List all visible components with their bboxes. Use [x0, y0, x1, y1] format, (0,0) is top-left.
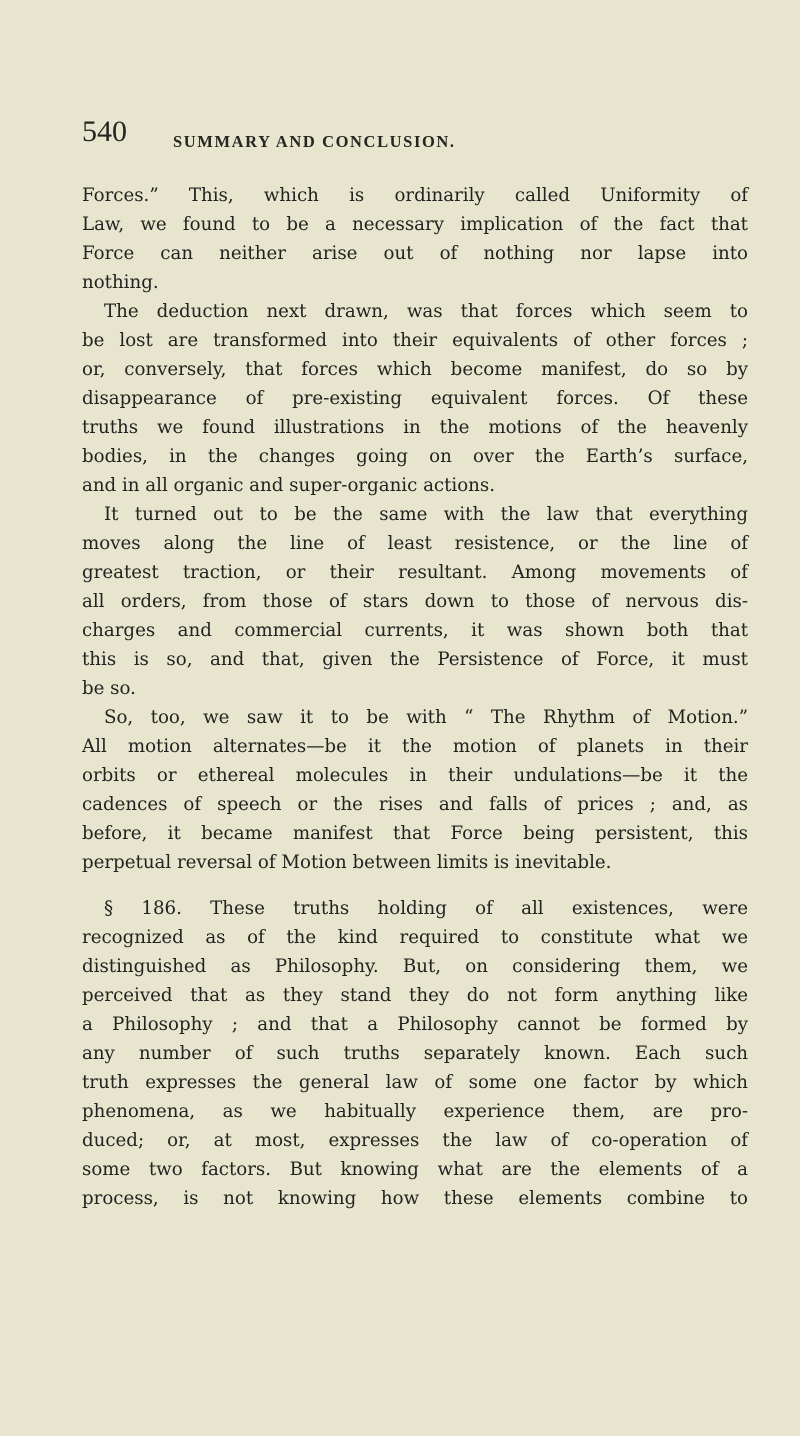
- text-line: some two factors. But knowing what are the elements of a: [82, 1159, 748, 1180]
- paragraph-5-section-186: [82, 894, 748, 1213]
- text-line: phenomena, as we habitually experience them, are pro-: [82, 1101, 748, 1122]
- text-line: process, is not knowing how these elements combine to: [82, 1188, 748, 1209]
- paragraph-3: [82, 500, 748, 703]
- section-gap: [82, 877, 748, 894]
- paragraph-1: [82, 181, 748, 297]
- text-line: perpetual reversal of Motion between limits is inevitable.: [82, 852, 612, 873]
- text-line: all orders, from those of stars down to those of nervous dis-: [82, 591, 748, 612]
- text-line: greatest traction, or their resultant. Among movements of: [82, 562, 748, 583]
- text-line: be so.: [82, 678, 136, 699]
- text-line: The deduction next drawn, was that forces which seem to: [104, 301, 748, 322]
- text-line: It turned out to be the same with the law that everything: [104, 504, 748, 525]
- text-line: So, too, we saw it to be with “ The Rhythm of Motion.”: [104, 707, 748, 728]
- text-line: Law, we found to be a necessary implication of the fact that: [82, 214, 748, 235]
- text-line: recognized as of the kind required to constitute what we: [82, 927, 748, 948]
- text-line: and in all organic and super-organic actions.: [82, 475, 496, 496]
- text-line: truth expresses the general law of some one factor by which: [82, 1072, 748, 1093]
- text-line: duced; or, at most, expresses the law of co-operation of: [82, 1130, 748, 1151]
- text-line: Force can neither arise out of nothing nor lapse into: [82, 243, 748, 264]
- text-line: be lost are transformed into their equivalents of other forces ;: [82, 330, 748, 351]
- text-line: perceived that as they stand they do not form anything like: [82, 985, 748, 1006]
- paragraph-4: [82, 703, 748, 877]
- text-line: or, conversely, that forces which become manifest, do so by: [82, 359, 748, 380]
- text-line: moves along the line of least resistence, or the line of: [82, 533, 748, 554]
- paragraph-2: [82, 297, 748, 500]
- text-line: All motion alternates—be it the motion of planets in their: [82, 736, 748, 757]
- text-line: distinguished as Philosophy. But, on considering them, we: [82, 956, 748, 977]
- text-line: charges and commercial currents, it was shown both that: [82, 620, 748, 641]
- text-line: any number of such truths separately known. Each such: [82, 1043, 748, 1064]
- running-head: SUMMARY AND CONCLUSION.: [173, 132, 456, 151]
- body-text: [82, 181, 748, 1213]
- page-number: 540: [82, 115, 127, 148]
- text-line: a Philosophy ; and that a Philosophy cannot be formed by: [82, 1014, 748, 1035]
- text-line: bodies, in the changes going on over the Earth’s surface,: [82, 446, 748, 467]
- text-line: nothing.: [82, 272, 159, 293]
- text-line: truths we found illustrations in the motions of the heavenly: [82, 417, 748, 438]
- text-line: before, it became manifest that Force being persistent, this: [82, 823, 748, 844]
- page-header: [82, 117, 742, 157]
- text-line: Forces.” This, which is ordinarily called Uniformity of: [82, 185, 748, 206]
- text-line: orbits or ethereal molecules in their undulations—be it the: [82, 765, 748, 786]
- text-line: cadences of speech or the rises and falls of prices ; and, as: [82, 794, 748, 815]
- text-line: this is so, and that, given the Persistence of Force, it must: [82, 649, 748, 670]
- text-line: disappearance of pre-existing equivalent forces. Of these: [82, 388, 748, 409]
- text-line: § 186. These truths holding of all existences, were: [104, 898, 748, 919]
